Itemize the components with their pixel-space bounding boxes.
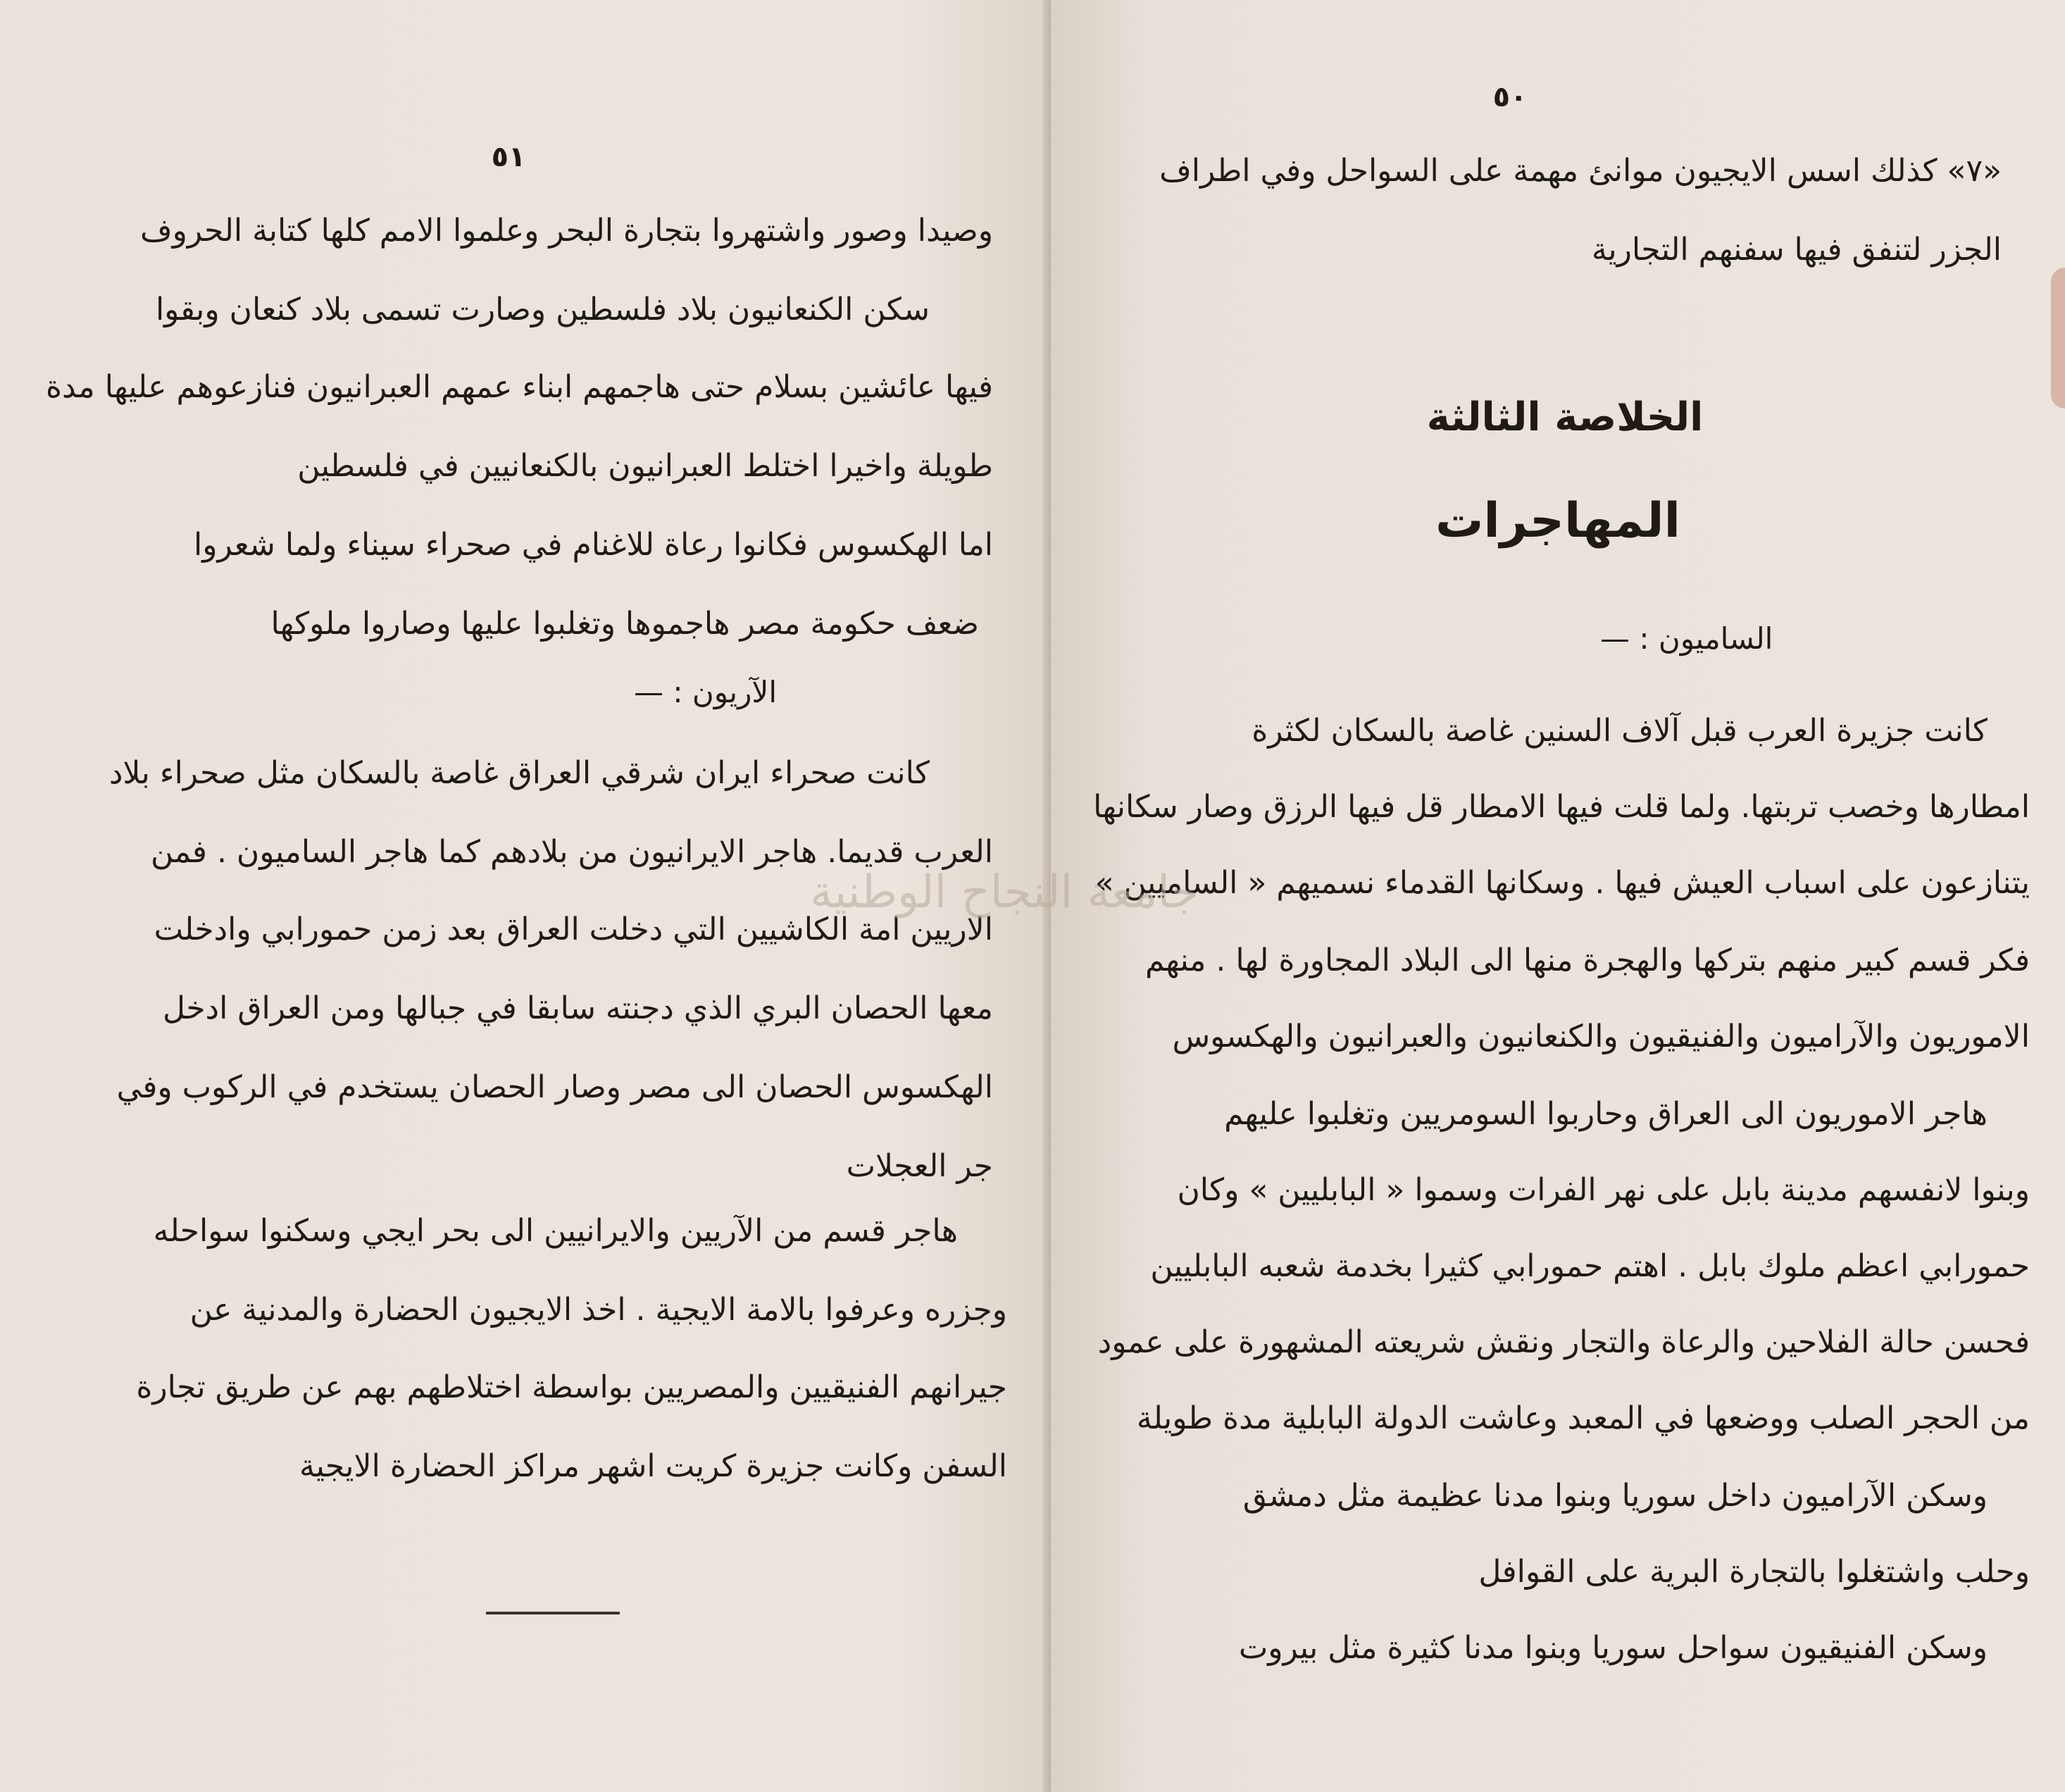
chapter-heading: الخلاصة الثالثة (1426, 394, 1704, 440)
text-line: من الحجر الصلب ووضعها في المعبد وعاشت الدولة البابلية مدة طويلة (1136, 1400, 2030, 1436)
text-line: اما الهكسوس فكانوا رعاة للاغنام في صحراء سيناء ولما شعروا (194, 527, 993, 563)
text-line: امطارها وخصب تربتها. ولما قلت فيها الامطار قل فيها الرزق وصار سكانها (1093, 789, 2030, 825)
text-line: الاريين امة الكاشيين التي دخلت العراق بعد زمن حمورابي وادخلت (154, 911, 993, 947)
text-line: كانت جزيرة العرب قبل آلاف السنين غاصة بالسكان لكثرة (1252, 713, 1988, 749)
text-line: جر العجلات (846, 1148, 993, 1184)
text-line: سكن الكنعانيون بلاد فلسطين وصارت تسمى بلاد كنعان وبقوا (155, 292, 930, 328)
text-line: الهكسوس الحصان الى مصر وصار الحصان يستخدم في الركوب وفي (116, 1069, 993, 1105)
text-line: وسكن الآراميون داخل سوريا وبنوا مدنا عظيمة مثل دمشق (1242, 1478, 1988, 1514)
page-number: ٥٠ (1492, 81, 1528, 113)
text-line: هاجر قسم من الآريين والايرانيين الى بحر ايجي وسكنوا سواحله (153, 1213, 958, 1249)
text-line: طويلة واخيرا اختلط العبرانيون بالكنعانيين في فلسطين (297, 448, 993, 484)
text-block (1079, 711, 2030, 1726)
text-block (46, 211, 993, 704)
text-line: هاجر الاموريون الى العراق وحاربوا السومريين وتغلبوا عليهم (1224, 1096, 1988, 1132)
section-subheading: الآريون : — (634, 675, 777, 709)
right-page (1051, 0, 2065, 1792)
text-line: الجزر لتنفق فيها سفنهم التجارية (1591, 232, 2002, 268)
text-line: العرب قديما. هاجر الايرانيون من بلادهم كما هاجر الساميون . فمن (151, 834, 993, 870)
text-line: ضعف حكومة مصر هاجموها وتغلبوا عليها وصاروا ملوكها (270, 606, 979, 642)
page-number: ٥١ (491, 141, 526, 173)
text-line: كانت صحراء ايران شرقي العراق غاصة بالسكان مثل صحراء بلاد (108, 755, 930, 791)
text-line: معها الحصان البري الذي دجنته سابقا في جبالها ومن العراق ادخل (163, 990, 993, 1026)
text-line: فيها عائشين بسلام حتى هاجمهم ابناء عمهم العبرانيون فنازعوهم عليها مدة (46, 369, 993, 405)
text-line: وجزره وعرفوا بالامة الايجية . اخذ الايجيون الحضارة والمدنية عن (189, 1292, 1007, 1328)
text-line: حمورابي اعظم ملوك بابل . اهتم حمورابي كثيرا بخدمة شعبه البابليين (1150, 1248, 2030, 1284)
text-line: وحلب واشتغلوا بالتجارة البرية على القوافل (1478, 1554, 2030, 1590)
text-line: جيرانهم الفنيقيين والمصريين بواسطة اختلاطهم بهم عن طريق تجارة (136, 1369, 1007, 1405)
text-block (63, 1212, 1007, 1507)
end-divider (486, 1612, 620, 1614)
chapter-title: المهاجرات (1435, 493, 1680, 549)
thumb-shadow (2051, 268, 2065, 409)
text-line: وبنوا لانفسهم مدينة بابل على نهر الفرات وسموا « البابليين » وكان (1177, 1172, 2030, 1208)
text-line: فحسن حالة الفلاحين والرعاة والتجار ونقش شريعته المشهورة على عمود (1097, 1324, 2030, 1360)
section-subheading: الساميون : — (1600, 621, 1773, 656)
text-line: السفن وكانت جزيرة كريت اشهر مراكز الحضارة الايجية (299, 1448, 1007, 1484)
text-line: وسكن الفنيقيون سواحل سوريا وبنوا مدنا كثيرة مثل بيروت (1238, 1630, 1988, 1666)
footnote-block (1079, 151, 2002, 268)
text-line: وصيدا وصور واشتهروا بتجارة البحر وعلموا الامم كلها كتابة الحروف (139, 213, 993, 249)
text-line: الاموريون والآراميون والفنيقيون والكنعانيون والعبرانيون والهكسوس (1172, 1019, 2030, 1054)
text-line: فكر قسم كبير منهم بتركها والهجرة منها الى البلاد المجاورة لها . منهم (1144, 942, 2030, 978)
library-watermark: جامعة النجاح الوطنية (810, 866, 1199, 919)
text-line: يتنازعون على اسباب العيش فيها . وسكانها القدماء نسميهم « الساميين » (1094, 865, 2030, 901)
text-block (63, 754, 993, 1190)
text-line: «٧» كذلك اسس الايجيون موانئ مهمة على السواحل وفي اطراف (1159, 153, 2002, 189)
